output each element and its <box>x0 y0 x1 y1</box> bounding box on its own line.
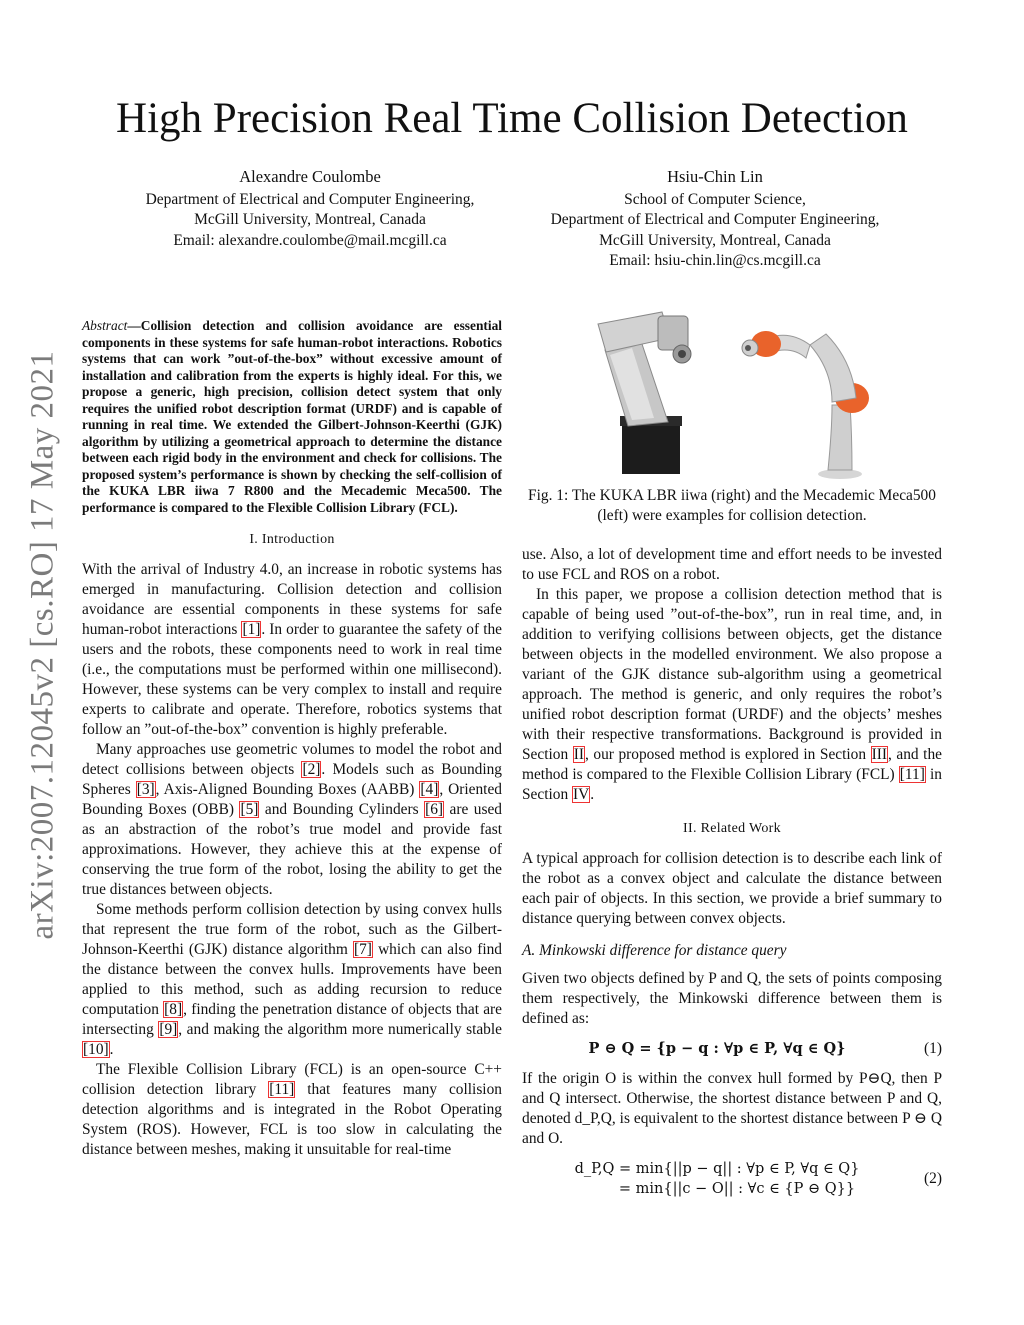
intro-paragraph-2: Many approaches use geometric volumes to model the robot and detect collisions between objects [2]. Models such as Bounding Spheres [3], Axis-Aligned Bounding Boxes (AABB) [4], Oriented Bounding Boxes (OBB) [5] and Bounding Cylinders [6] are used as an abstraction of the robot’s true model and provide fast approximations. However, they achieve this at the expense of conserving the true form of the robot, losing the ability to get the true distances between objects. <box>82 741 502 898</box>
intro-paragraph-5: In this paper, we propose a collision detection method that is capable of being used ”out-of-the-box”, run in real time, and, in addition to verifying collisions between objects, get the distance between objects in the modelled environment. We also propose a variant of the GJK distance sub-algorithm using a geometrical approach. The method is generic, and only requires the robot’s unified robot description format (URDF) and the objects’ meshes with their respective transformations. Background is provided in Section II, our proposed method is explored in Section III, and the method is compared to the Flexible Collision Library (FCL) [11] in Section IV. <box>522 586 942 803</box>
equation-2-line-2: = min{||c − O|| : ∀c ∈ {P ⊖ Q}} <box>618 1181 856 1197</box>
citation-link[interactable]: [11] <box>899 766 925 783</box>
intro-paragraph-3: Some methods perform collision detection by using convex hulls that represent the true form of the robot, such as the Gilbert-Johnson-Keerthi (GJK) distance algorithm [7] which can also find the distance between the convex hulls. Improvements have been applied to this method, such as adding recursion to reduce computation [8], finding the penetration distance of objects that are intersecting [9], and making the algorithm more numerically stable [10]. <box>82 901 502 1058</box>
right-paragraph-continued: use. Also, a lot of development time and effort needs to be invested to use FCL and ROS on a robot. <box>522 546 942 583</box>
citation-link[interactable]: [10] <box>83 1041 109 1058</box>
robot-arms-illustration <box>570 310 900 480</box>
intro-paragraph-4: The Flexible Collision Library (FCL) is an open-source C++ collision detection library [11] that features many collision detection algorithms and is integrated in the Robot Operating System (ROS). However, FCL is too slow in calculating the distance between meshes, making it unsuitable for real-time <box>82 1061 502 1158</box>
author-email: Email: hsiu-chin.lin@cs.mcgill.ca <box>609 252 821 269</box>
related-paragraph-3: If the origin O is within the convex hull formed by P⊖Q, then P and Q intersect. Otherwise, the shortest distance between P and Q, denoted d_P,Q, is equivalent to the shortest distance between P ⊖ Q and O. <box>522 1070 942 1147</box>
citation-link[interactable]: [8] <box>164 1001 183 1018</box>
meca500-robot <box>598 312 691 474</box>
author-block-2 <box>515 167 915 272</box>
citation-link[interactable]: [7] <box>353 941 372 958</box>
citation-link[interactable]: [6] <box>425 801 444 818</box>
subsection-heading-minkowski: A. Minkowski difference for distance query <box>522 942 787 959</box>
section-heading-related-work: II. Related Work <box>683 821 781 836</box>
left-column <box>82 318 502 1160</box>
section-link[interactable]: II <box>573 746 584 763</box>
citation-link[interactable]: [9] <box>159 1021 178 1038</box>
equation-1 <box>522 1039 942 1059</box>
citation-link[interactable]: [3] <box>136 781 155 798</box>
equation-1-number: (1) <box>924 1040 942 1057</box>
arxiv-sidebar-stamp <box>8 340 78 950</box>
abstract-label: Abstract <box>82 318 128 333</box>
citation-link[interactable]: [2] <box>302 761 321 778</box>
related-paragraph-2: Given two objects defined by P and Q, the sets of points composing them respectively, the Minkowski difference between them is defined as: <box>522 970 942 1027</box>
citation-link[interactable]: [4] <box>420 781 439 798</box>
section-link[interactable]: IV <box>573 786 590 803</box>
author-affiliation: McGill University, Montreal, Canada <box>194 211 426 228</box>
paper-title: High Precision Real Time Collision Detection <box>116 95 908 142</box>
equation-2 <box>522 1159 942 1199</box>
author-name: Hsiu-Chin Lin <box>667 167 763 186</box>
figure-robots <box>570 310 900 480</box>
equation-1-body: P ⊖ Q = {p − q : ∀p ∈ P, ∀q ∈ Q} <box>588 1040 846 1057</box>
section-link[interactable]: III <box>871 746 887 763</box>
right-column <box>522 545 942 1199</box>
abstract <box>82 318 502 516</box>
author-block-1 <box>110 167 510 251</box>
author-email: Email: alexandre.coulombe@mail.mcgill.ca <box>173 231 447 249</box>
author-affiliation: McGill University, Montreal, Canada <box>599 231 831 249</box>
author-affiliation: School of Computer Science, <box>624 190 806 208</box>
equation-2-line-1: d_P,Q = min{||p − q|| : ∀p ∈ P, ∀q ∈ Q} <box>574 1161 860 1177</box>
author-affiliation: Department of Electrical and Computer Engineering, <box>145 190 475 208</box>
author-affiliation: Department of Electrical and Computer Engineering, <box>550 211 880 228</box>
citation-link[interactable]: [11] <box>269 1081 295 1098</box>
citation-link[interactable]: [5] <box>240 801 259 818</box>
intro-paragraph-1: With the arrival of Industry 4.0, an increase in robotic systems has emerged in manufacturing. Collision detection and collision avoidance are essential components in these systems for safe human-robot interactions [1]. In order to guarantee the safety of the users and the robots, these components need to work in real time (i.e., the computations must be performed within one millisecond). However, these systems can be very complex to install and require experts to calibrate and operate. Therefore, robotics systems that follow an ”out-of-the-box” convention is highly preferable. <box>82 561 502 738</box>
section-heading-introduction: I. Introduction <box>249 532 335 547</box>
figure-caption: Fig. 1: The KUKA LBR iiwa (right) and the Mecademic Meca500 (left) were examples for collision detection. <box>528 487 936 524</box>
related-paragraph-1: A typical approach for collision detection is to describe each link of the robot as a convex object and calculate the distance between each pair of objects. In this section, we provide a brief summary to distance querying between convex objects. <box>522 850 942 927</box>
abstract-text: —Collision detection and collision avoidance are essential components in these systems for safe human-robot interactions. Robotics systems that can work ”out-of-the-box” without excessive amount of installation and calibration from the experts is highly ideal. For this, we propose a generic, high precision, collision detect system that only requires the unified robot description format (URDF) and is capable of running in real time. We extended the Gilbert-Johnson-Keerthi (GJK) algorithm by utilizing a geometrical approach to determine the distance between each rigid body in the environment and check for collisions. The proposed system’s performance is shown by checking the self-collision of the KUKA LBR iiwa 7 R800 and the Mecademic Meca500. The performance is compared to the Flexible Collision Library (FCL). <box>82 318 502 515</box>
author-name: Alexandre Coulombe <box>239 167 381 186</box>
equation-2-number: (2) <box>924 1170 942 1187</box>
kuka-iiwa-robot <box>742 331 869 479</box>
arxiv-id: arXiv:2007.12045v2 [cs.RO] 17 May 2021 <box>24 350 61 940</box>
citation-link[interactable]: [1] <box>242 621 261 638</box>
equation-2-body <box>522 1159 912 1199</box>
